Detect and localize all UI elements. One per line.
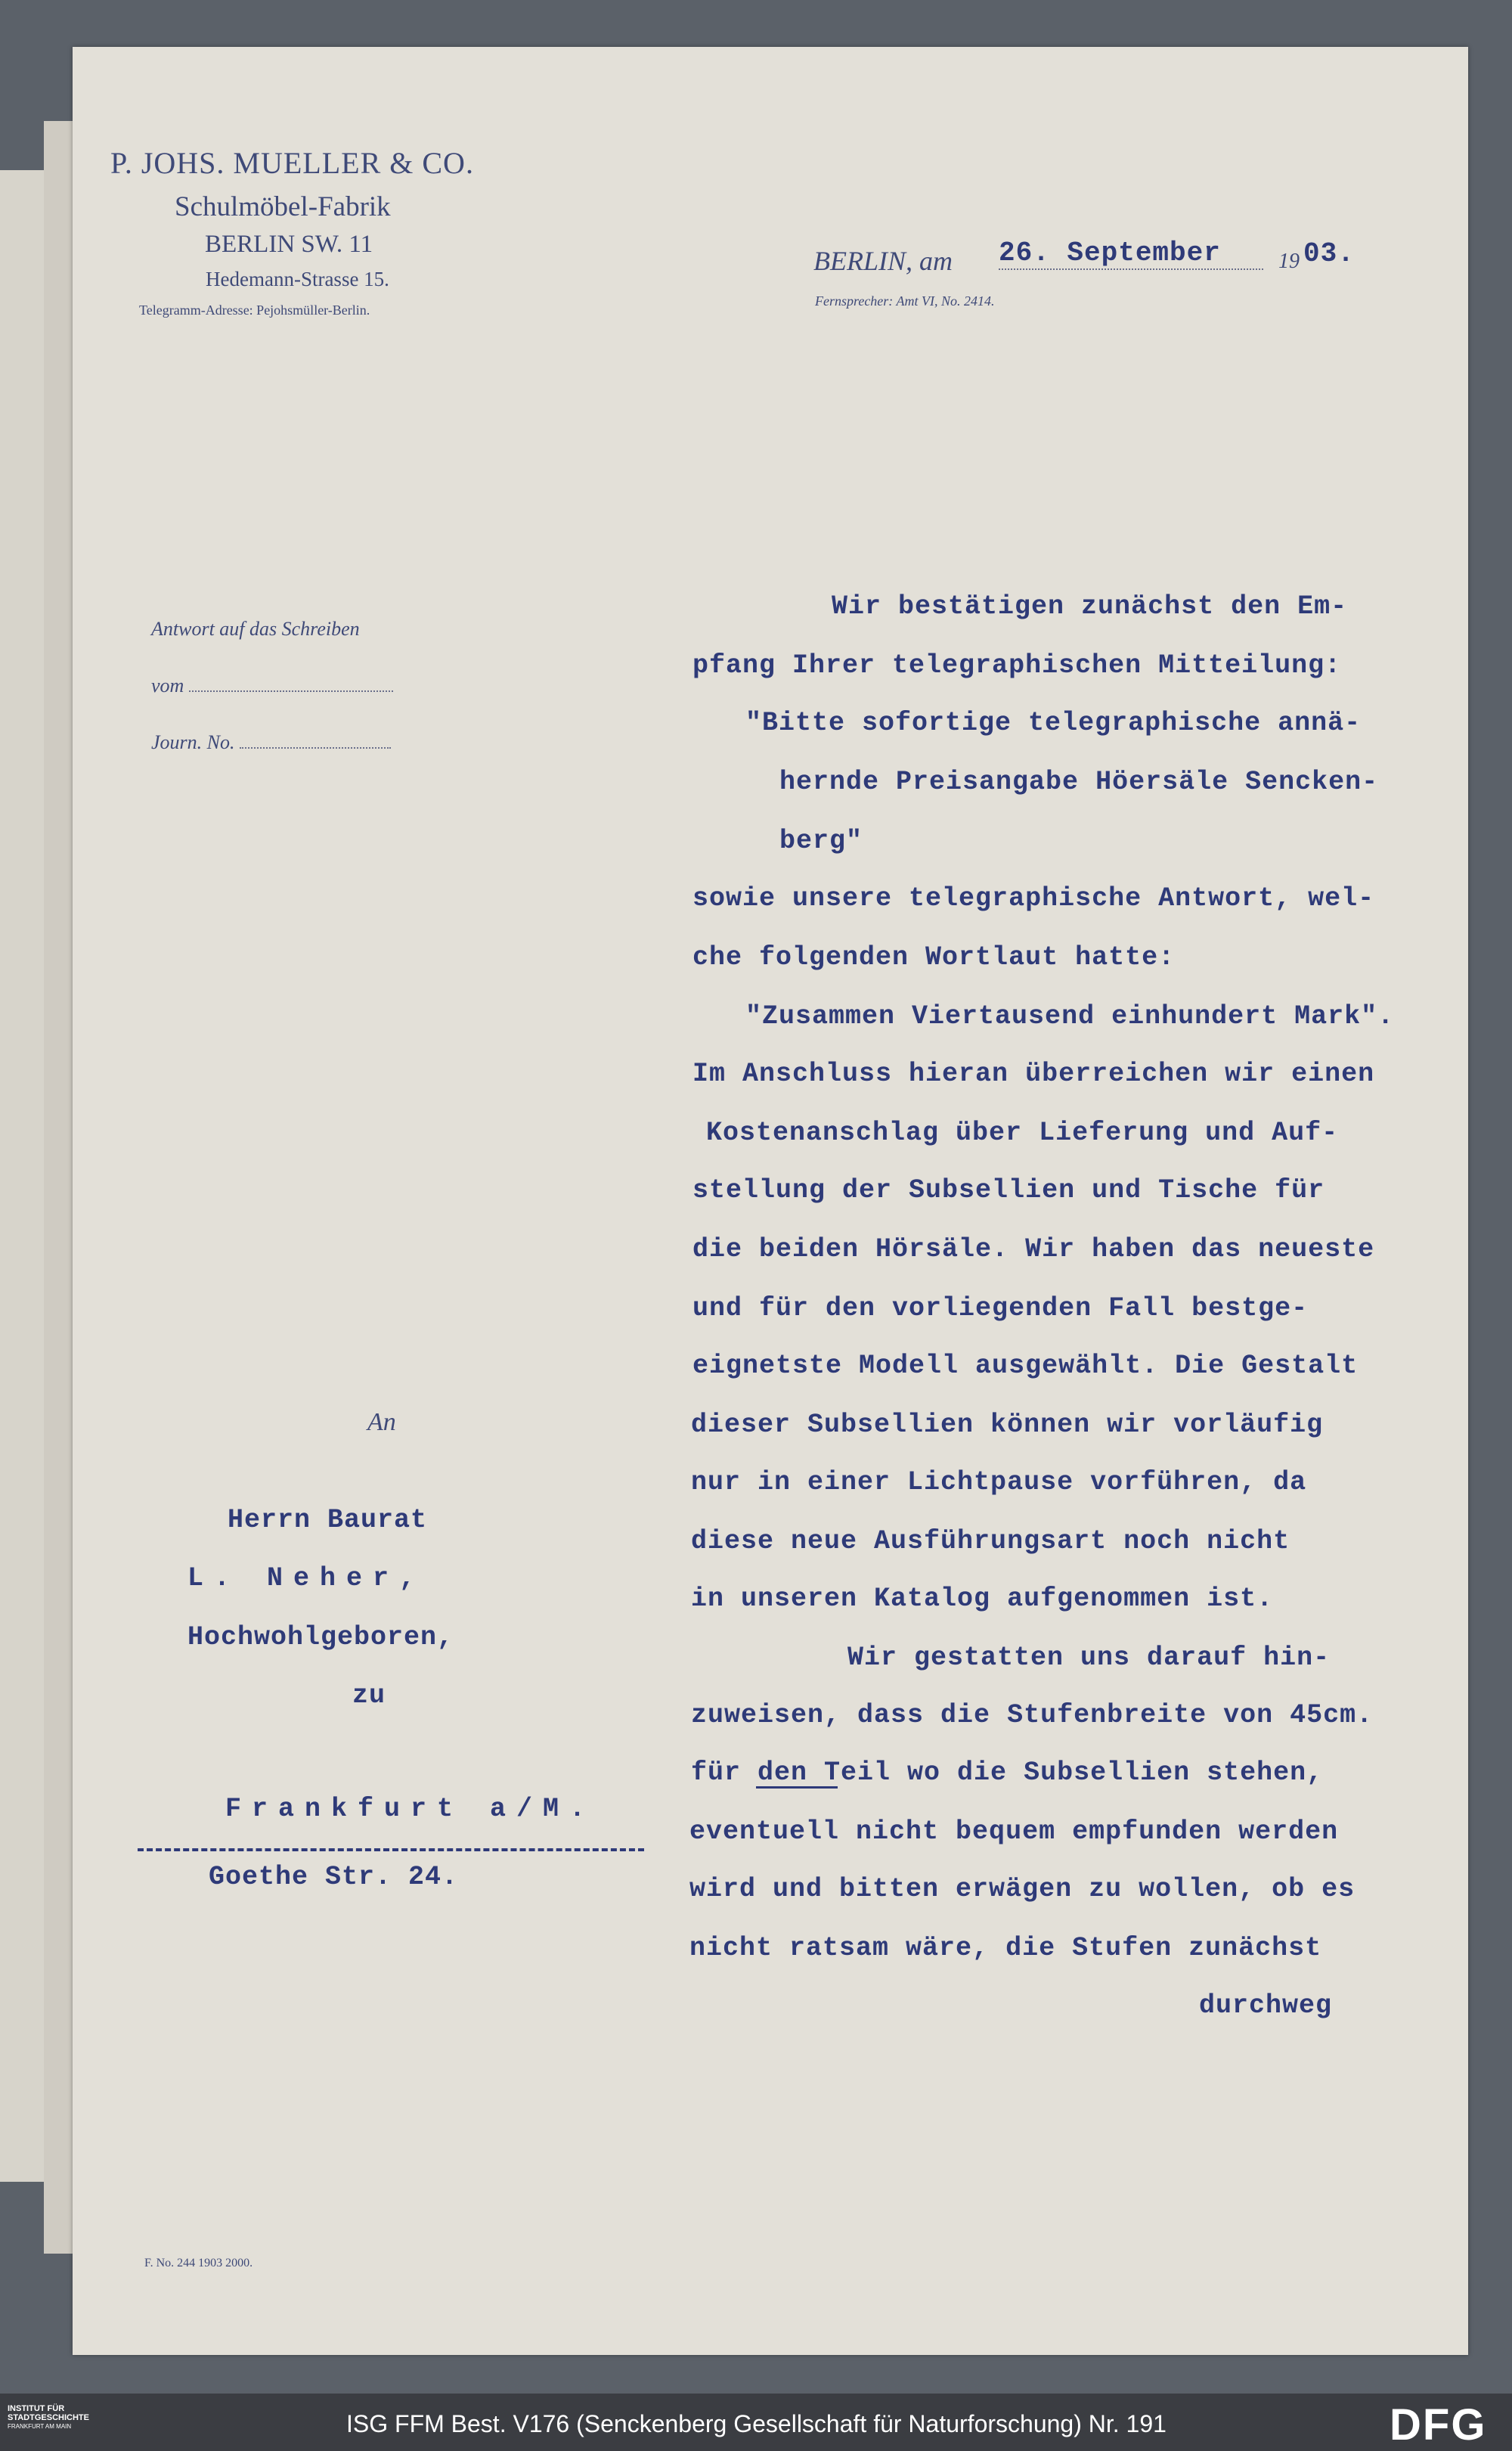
letter-page	[73, 47, 1468, 2355]
body-line: für den Teil wo die Subsellien stehen,	[691, 1758, 1324, 1788]
body-line: nur in einer Lichtpause vorführen, da	[691, 1467, 1307, 1497]
archive-caption: ISG FFM Best. V176 (Senckenberg Gesellschaft für Naturforschung) Nr. 191	[346, 2410, 1167, 2437]
body-line: pfang Ihrer telegraphischen Mitteilung:	[692, 650, 1342, 681]
reply-from-label: vom	[151, 675, 393, 697]
institute-logo: INSTITUT FÜR STADTGESCHICHTE FRANKFURT AM MAIN	[8, 2404, 89, 2430]
company-city: BERLIN SW. 11	[205, 231, 373, 258]
body-line: hernde Preisangabe Höersäle Sencken-	[779, 767, 1379, 797]
recipient-line: Hochwohlgeboren,	[187, 1622, 454, 1652]
body-line: Wir bestätigen zunächst den Em-	[832, 591, 1348, 622]
recipient-street: Goethe Str. 24.	[209, 1862, 459, 1892]
handwritten-underline	[756, 1786, 838, 1789]
body-line: "Zusammen Viertausend einhundert Mark".	[745, 1001, 1395, 1032]
body-line: diese neue Ausführungsart noch nicht	[691, 1526, 1290, 1556]
binder-edge	[0, 170, 45, 2182]
body-line: eventuell nicht bequem empfunden werden	[689, 1817, 1339, 1847]
body-line: die beiden Hörsäle. Wir haben das neueste	[692, 1234, 1375, 1264]
body-line: che folgenden Wortlaut hatte:	[692, 942, 1176, 973]
recipient-line: zu	[352, 1680, 386, 1711]
reply-heading: Antwort auf das Schreiben	[151, 618, 360, 640]
dateline-place: BERLIN, am	[813, 246, 953, 276]
dateline-year: 03.	[1303, 238, 1355, 269]
binder-edge-inner	[44, 121, 76, 2254]
phone-number: Fernsprecher: Amt VI, No. 2414.	[815, 293, 995, 309]
body-line: Kostenanschlag über Lieferung und Auf-	[706, 1118, 1339, 1148]
body-line: eignetste Modell ausgewählt. Die Gestalt	[692, 1351, 1359, 1381]
body-line: "Bitte sofortige telegraphische annä-	[745, 708, 1362, 738]
recipient-line: L. Neher,	[187, 1563, 426, 1593]
recipient-city: Frankfurt a/M.	[225, 1794, 596, 1824]
telegram-address: Telegramm-Adresse: Pejohsmüller-Berlin.	[139, 302, 370, 318]
body-line: durchweg	[1199, 1990, 1333, 2021]
company-name: P. JOHS. MUELLER & CO.	[110, 146, 474, 180]
dateline-century: 19	[1278, 250, 1300, 273]
reply-journal-label: Journ. No.	[151, 731, 391, 754]
body-line: in unseren Katalog aufgenommen ist.	[691, 1584, 1274, 1614]
recipient-to-label: An	[367, 1408, 396, 1436]
archive-footer	[0, 2394, 1512, 2451]
body-line: Im Anschluss hieran überreichen wir einen	[692, 1059, 1375, 1089]
dateline-date: 26. September	[999, 237, 1263, 270]
body-line: dieser Subsellien können wir vorläufig	[691, 1410, 1324, 1440]
body-line: stellung der Subsellien und Tische für	[692, 1175, 1325, 1205]
body-line: zuweisen, dass die Stufenbreite von 45cm.	[691, 1700, 1374, 1730]
body-line: sowie unsere telegraphische Antwort, wel-	[692, 883, 1375, 914]
company-street: Hedemann-Strasse 15.	[206, 268, 389, 290]
body-line: berg"	[779, 826, 863, 856]
company-subtitle: Schulmöbel-Fabrik	[175, 191, 391, 222]
body-line: Wir gestatten uns darauf hin-	[847, 1643, 1331, 1673]
body-line: wird und bitten erwägen zu wollen, ob es	[689, 1874, 1356, 1904]
dfg-logo: DFG	[1390, 2400, 1487, 2449]
body-line: nicht ratsam wäre, die Stufen zunächst	[689, 1933, 1322, 1963]
body-line: und für den vorliegenden Fall bestge-	[692, 1293, 1309, 1323]
form-number: F. No. 244 1903 2000.	[144, 2257, 253, 2270]
recipient-line: Herrn Baurat	[228, 1505, 428, 1535]
recipient-underline	[138, 1848, 644, 1851]
